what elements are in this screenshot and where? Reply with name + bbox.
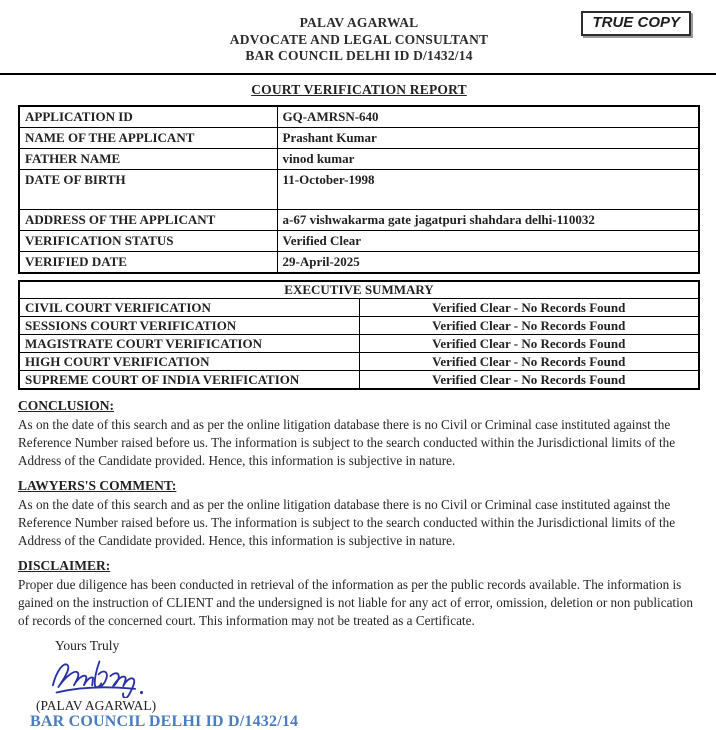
table-row — [19, 298, 699, 316]
section-body: Proper due diligence has been conducted in retrieval of the information as per the public records available. The information is gained on the instruction of CLIENT and the undersigned is not liable for any act of error, omission, deletion or non publication of records of the concerned court. This information may not be treated as a Certificate. — [18, 576, 693, 628]
court-result: Verified Clear - No Records Found — [359, 298, 699, 316]
table-row — [19, 316, 699, 334]
field-label: VERIFIED DATE — [19, 251, 277, 273]
executive-summary-table — [18, 280, 700, 390]
summary-title: EXECUTIVE SUMMARY — [19, 281, 699, 299]
field-value: GQ-AMRSN-640 — [277, 106, 699, 128]
field-value: 29-April-2025 — [277, 251, 699, 273]
field-label: VERIFICATION STATUS — [19, 230, 277, 251]
text-sections — [18, 398, 700, 630]
text-section — [18, 398, 700, 470]
section-body: As on the date of this search and as per the online litigation database there is no Civil or Criminal case instituted against the Reference Number raised before us. The information is subject to the search conducted within the Jurisdictional limits of the Address of the Candidate provided. Hence, this information is subjective in nature. — [18, 416, 676, 468]
true-copy-stamp-label: TRUE COPY — [592, 14, 680, 31]
table-row — [19, 127, 699, 148]
true-copy-stamp — [581, 11, 691, 36]
signature-image — [40, 656, 700, 698]
report-title: COURT VERIFICATION REPORT — [251, 81, 467, 97]
court-result: Verified Clear - No Records Found — [359, 352, 699, 370]
horizontal-rule — [0, 73, 716, 75]
signatory-name: (PALAV AGARWAL) — [36, 697, 157, 713]
bar-council-id-line: BAR COUNCIL DELHI ID D/1432/14 — [30, 712, 299, 730]
section-body: As on the date of this search and as per the online litigation database there is no Civil or Criminal case instituted against the Reference Number raised before us. The information is subject to the search conducted within the Jurisdictional limits of the Address of the Candidate provided. Hence, this information is subjective in nature. — [18, 496, 676, 548]
field-value: Prashant Kumar — [277, 127, 699, 148]
court-label: HIGH COURT VERIFICATION — [19, 352, 359, 370]
text-section — [18, 558, 700, 630]
table-row — [19, 169, 699, 209]
field-value: a-67 vishwakarma gate jagatpuri shahdara delhi-110032 — [277, 209, 699, 230]
handwritten-signature-icon — [40, 656, 190, 698]
table-row — [19, 251, 699, 273]
table-row — [19, 230, 699, 251]
applicant-details-table — [18, 105, 700, 274]
summary-rows — [19, 298, 699, 389]
field-label: DATE OF BIRTH — [19, 169, 277, 209]
advocate-name: PALAV AGARWAL — [299, 15, 419, 30]
field-value: vinod kumar — [277, 148, 699, 169]
field-label: APPLICATION ID — [19, 106, 277, 128]
table-row — [19, 334, 699, 352]
table-row — [19, 352, 699, 370]
section-heading: LAWYERS'S COMMENT: — [18, 477, 177, 493]
text-section — [18, 478, 700, 550]
field-value: 11-October-1998 — [277, 169, 699, 209]
table-row — [19, 106, 699, 128]
section-heading: CONCLUSION: — [18, 397, 115, 413]
table-row — [19, 370, 699, 389]
field-value: Verified Clear — [277, 230, 699, 251]
court-label: SUPREME COURT OF INDIA VERIFICATION — [19, 370, 359, 389]
court-label: MAGISTRATE COURT VERIFICATION — [19, 334, 359, 352]
advocate-role: ADVOCATE AND LEGAL CONSULTANT — [229, 31, 489, 47]
advocate-bar-id: BAR COUNCIL DELHI ID D/1432/14 — [245, 48, 473, 63]
salutation: Yours Truly — [55, 637, 120, 653]
court-result: Verified Clear - No Records Found — [359, 316, 699, 334]
court-label: CIVIL COURT VERIFICATION — [19, 298, 359, 316]
court-result: Verified Clear - No Records Found — [359, 334, 699, 352]
field-label: ADDRESS OF THE APPLICANT — [19, 209, 277, 230]
table-row — [19, 209, 699, 230]
summary-header-row — [19, 281, 699, 299]
section-heading: DISCLAIMER: — [18, 557, 111, 573]
court-result: Verified Clear - No Records Found — [359, 370, 699, 389]
applicant-table-body — [19, 106, 699, 273]
field-label: FATHER NAME — [19, 148, 277, 169]
summary-table-body — [19, 281, 699, 299]
court-label: SESSIONS COURT VERIFICATION — [19, 316, 359, 334]
field-label: NAME OF THE APPLICANT — [19, 127, 277, 148]
table-row — [19, 148, 699, 169]
